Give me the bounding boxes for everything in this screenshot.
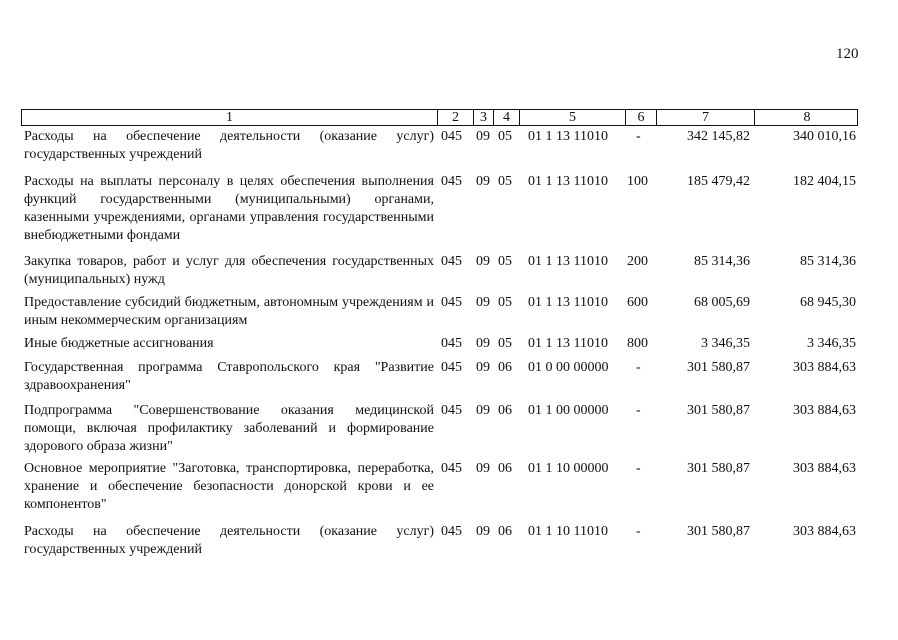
row-admin-code: 045 [441,461,462,476]
row-value-7: 85 314,36 [694,254,750,269]
row-target-code: 01 1 13 11010 [528,129,608,144]
row-subsection: 06 [498,524,512,539]
row-section: 09 [476,254,490,269]
row-description: Предоставление субсидий бюджетным, автономным учреждениям и иным некоммерческим организациям [24,295,434,328]
row-type-code: 100 [627,174,648,189]
row-admin-code: 045 [441,254,462,269]
row-description: Государственная программа Ставропольского края "Развитие здравоохранения" [24,360,434,393]
row-target-code: 01 1 10 00000 [528,461,609,476]
row-value-8: 340 010,16 [793,129,856,144]
row-subsection: 05 [498,174,512,189]
row-value-7: 301 580,87 [687,461,750,476]
row-type-code: - [636,524,641,539]
row-value-8: 303 884,63 [793,360,856,375]
row-target-code: 01 1 10 11010 [528,524,608,539]
row-admin-code: 045 [441,295,462,310]
row-type-code: - [636,129,641,144]
row-value-7: 3 346,35 [701,336,750,351]
row-value-8: 3 346,35 [807,336,856,351]
row-section: 09 [476,403,490,418]
header-col-4: 4 [493,110,519,125]
row-type-code: - [636,360,641,375]
header-col-5: 5 [519,110,625,125]
header-col-2: 2 [437,110,473,125]
header-col-8: 8 [754,110,859,125]
row-admin-code: 045 [441,403,462,418]
row-value-7: 68 005,69 [694,295,750,310]
row-description: Расходы на выплаты персоналу в целях обеспечения выполнения функций государственными (муниципальными) органами, казенными учреждениями, органами управления государственными внебюджетными фондами [24,174,434,243]
header-col-3: 3 [473,110,493,125]
row-value-8: 303 884,63 [793,524,856,539]
row-value-8: 68 945,30 [800,295,856,310]
row-section: 09 [476,295,490,310]
row-subsection: 05 [498,336,512,351]
row-section: 09 [476,129,490,144]
row-subsection: 05 [498,129,512,144]
row-section: 09 [476,174,490,189]
row-description: Закупка товаров, работ и услуг для обеспечения государственных (муниципальных) нужд [24,254,434,287]
row-target-code: 01 1 13 11010 [528,295,608,310]
row-description: Расходы на обеспечение деятельности (оказание услуг) государственных учреждений [24,129,434,162]
row-section: 09 [476,461,490,476]
row-subsection: 06 [498,461,512,476]
row-value-8: 182 404,15 [793,174,856,189]
row-subsection: 05 [498,295,512,310]
row-value-7: 342 145,82 [687,129,750,144]
row-description: Иные бюджетные ассигнования [24,336,214,351]
row-admin-code: 045 [441,360,462,375]
row-type-code: 600 [627,295,648,310]
row-type-code: 800 [627,336,648,351]
row-value-8: 303 884,63 [793,461,856,476]
row-value-7: 185 479,42 [687,174,750,189]
row-section: 09 [476,524,490,539]
header-col-1: 1 [226,110,233,125]
row-value-7: 301 580,87 [687,360,750,375]
row-value-8: 303 884,63 [793,403,856,418]
row-admin-code: 045 [441,336,462,351]
row-admin-code: 045 [441,174,462,189]
row-description: Основное мероприятие "Заготовка, транспортировка, переработка, хранение и обеспечение безопасности донорской крови и ее компонентов" [24,461,434,512]
row-value-7: 301 580,87 [687,524,750,539]
row-subsection: 06 [498,360,512,375]
page-number: 120 [836,46,859,62]
row-target-code: 01 1 00 00000 [528,403,609,418]
row-target-code: 01 0 00 00000 [528,360,609,375]
table-header [21,109,858,126]
row-subsection: 05 [498,254,512,269]
row-type-code: 200 [627,254,648,269]
row-description: Подпрограмма "Совершенствование оказания медицинской помощи, включая профилактику заболеваний и формирование здорового образа жизни" [24,403,434,454]
row-value-8: 85 314,36 [800,254,856,269]
header-col-6: 6 [625,110,656,125]
row-target-code: 01 1 13 11010 [528,336,608,351]
row-target-code: 01 1 13 11010 [528,254,608,269]
row-section: 09 [476,360,490,375]
row-section: 09 [476,336,490,351]
header-col-7: 7 [656,110,754,125]
row-type-code: - [636,403,641,418]
row-admin-code: 045 [441,524,462,539]
row-description: Расходы на обеспечение деятельности (оказание услуг) государственных учреждений [24,524,434,557]
row-subsection: 06 [498,403,512,418]
row-value-7: 301 580,87 [687,403,750,418]
row-target-code: 01 1 13 11010 [528,174,608,189]
row-type-code: - [636,461,641,476]
row-admin-code: 045 [441,129,462,144]
